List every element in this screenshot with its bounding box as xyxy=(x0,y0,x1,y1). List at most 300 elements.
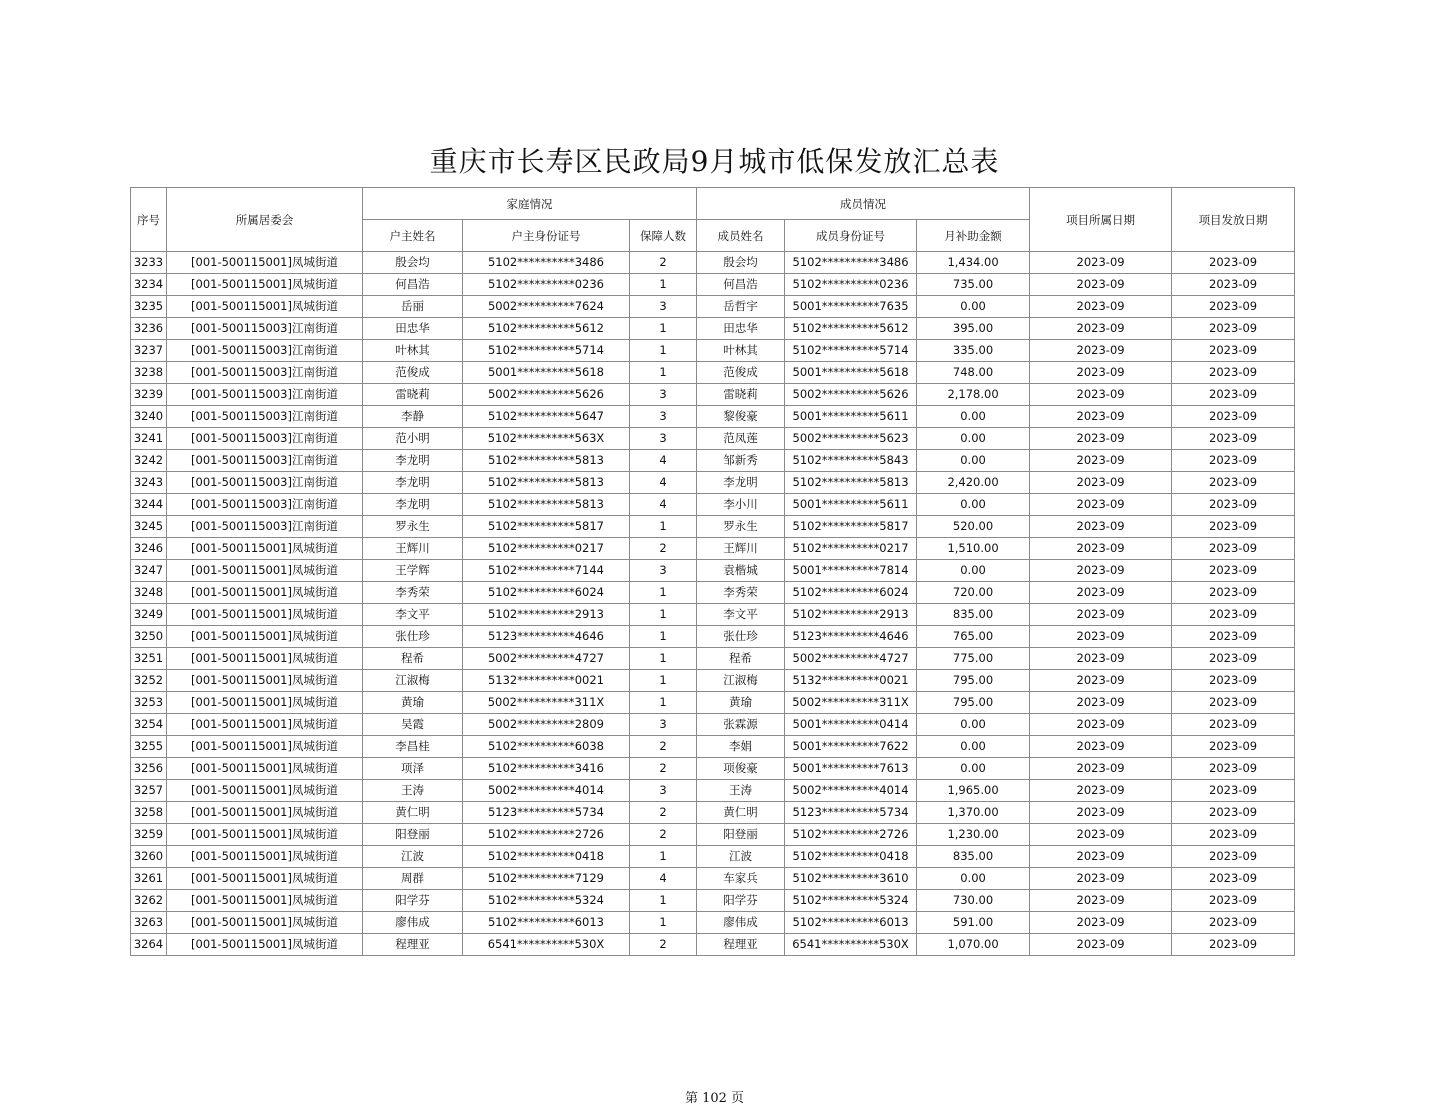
committee-cell: [001-500115001]凤城街道 xyxy=(167,890,363,912)
committee-cell: [001-500115001]凤城街道 xyxy=(167,824,363,846)
people-count-cell: 1 xyxy=(630,582,697,604)
seq-cell: 3237 xyxy=(131,340,167,362)
table-row xyxy=(131,274,1295,296)
issue-date-cell: 2023-09 xyxy=(1172,692,1295,714)
people-count-cell: 3 xyxy=(630,714,697,736)
monthly-amount-cell: 835.00 xyxy=(917,846,1030,868)
seq-cell: 3239 xyxy=(131,384,167,406)
seq-cell: 3236 xyxy=(131,318,167,340)
monthly-amount-cell: 1,510.00 xyxy=(917,538,1030,560)
monthly-amount-cell: 1,434.00 xyxy=(917,252,1030,274)
project-date-cell: 2023-09 xyxy=(1030,428,1172,450)
monthly-amount-cell: 0.00 xyxy=(917,714,1030,736)
seq-cell: 3242 xyxy=(131,450,167,472)
member-name-cell: 袁楷城 xyxy=(697,560,785,582)
issue-date-cell: 2023-09 xyxy=(1172,780,1295,802)
member-name-cell: 廖伟成 xyxy=(697,912,785,934)
people-count-cell: 1 xyxy=(630,626,697,648)
table-row xyxy=(131,604,1295,626)
seq-cell: 3251 xyxy=(131,648,167,670)
head-id-cell: 5002**********7624 xyxy=(463,296,630,318)
head-id-cell: 5102**********6024 xyxy=(463,582,630,604)
people-count-cell: 4 xyxy=(630,450,697,472)
monthly-amount-cell: 775.00 xyxy=(917,648,1030,670)
member-id-cell: 5102**********5813 xyxy=(785,472,917,494)
committee-cell: [001-500115001]凤城街道 xyxy=(167,736,363,758)
table-row xyxy=(131,450,1295,472)
seq-cell: 3261 xyxy=(131,868,167,890)
member-id-cell: 5102**********5843 xyxy=(785,450,917,472)
seq-cell: 3263 xyxy=(131,912,167,934)
head-id-cell: 5102**********0217 xyxy=(463,538,630,560)
issue-date-cell: 2023-09 xyxy=(1172,824,1295,846)
monthly-amount-cell: 730.00 xyxy=(917,890,1030,912)
issue-date-cell: 2023-09 xyxy=(1172,472,1295,494)
monthly-amount-cell: 795.00 xyxy=(917,692,1030,714)
header-member-name: 成员姓名 xyxy=(697,220,785,252)
people-count-cell: 1 xyxy=(630,692,697,714)
seq-cell: 3252 xyxy=(131,670,167,692)
head-id-cell: 5102**********7129 xyxy=(463,868,630,890)
issue-date-cell: 2023-09 xyxy=(1172,846,1295,868)
table-row xyxy=(131,824,1295,846)
head-id-cell: 5002**********4014 xyxy=(463,780,630,802)
committee-cell: [001-500115003]江南街道 xyxy=(167,384,363,406)
seq-cell: 3249 xyxy=(131,604,167,626)
committee-cell: [001-500115003]江南街道 xyxy=(167,516,363,538)
head-id-cell: 5102**********5647 xyxy=(463,406,630,428)
people-count-cell: 1 xyxy=(630,516,697,538)
head-name-cell: 李文平 xyxy=(363,604,463,626)
committee-cell: [001-500115003]江南街道 xyxy=(167,494,363,516)
head-id-cell: 5102**********2726 xyxy=(463,824,630,846)
issue-date-cell: 2023-09 xyxy=(1172,318,1295,340)
project-date-cell: 2023-09 xyxy=(1030,384,1172,406)
monthly-amount-cell: 0.00 xyxy=(917,736,1030,758)
head-name-cell: 江淑梅 xyxy=(363,670,463,692)
issue-date-cell: 2023-09 xyxy=(1172,758,1295,780)
head-name-cell: 江波 xyxy=(363,846,463,868)
head-name-cell: 李昌桂 xyxy=(363,736,463,758)
committee-cell: [001-500115003]江南街道 xyxy=(167,362,363,384)
member-id-cell: 5102**********2913 xyxy=(785,604,917,626)
seq-cell: 3250 xyxy=(131,626,167,648)
head-name-cell: 阳学芬 xyxy=(363,890,463,912)
people-count-cell: 1 xyxy=(630,670,697,692)
table-header xyxy=(131,188,1295,252)
seq-cell: 3234 xyxy=(131,274,167,296)
committee-cell: [001-500115001]凤城街道 xyxy=(167,274,363,296)
project-date-cell: 2023-09 xyxy=(1030,670,1172,692)
member-id-cell: 5002**********4727 xyxy=(785,648,917,670)
seq-cell: 3254 xyxy=(131,714,167,736)
head-id-cell: 5001**********5618 xyxy=(463,362,630,384)
table-row xyxy=(131,428,1295,450)
committee-cell: [001-500115003]江南街道 xyxy=(167,428,363,450)
member-id-cell: 6541**********530X xyxy=(785,934,917,956)
member-id-cell: 5001**********5611 xyxy=(785,494,917,516)
head-id-cell: 5002**********2809 xyxy=(463,714,630,736)
people-count-cell: 1 xyxy=(630,648,697,670)
issue-date-cell: 2023-09 xyxy=(1172,934,1295,956)
project-date-cell: 2023-09 xyxy=(1030,736,1172,758)
head-id-cell: 5102**********5813 xyxy=(463,472,630,494)
people-count-cell: 3 xyxy=(630,560,697,582)
monthly-amount-cell: 1,965.00 xyxy=(917,780,1030,802)
head-name-cell: 李龙明 xyxy=(363,494,463,516)
seq-cell: 3238 xyxy=(131,362,167,384)
member-name-cell: 范凤莲 xyxy=(697,428,785,450)
seq-cell: 3253 xyxy=(131,692,167,714)
project-date-cell: 2023-09 xyxy=(1030,846,1172,868)
committee-cell: [001-500115003]江南街道 xyxy=(167,406,363,428)
head-id-cell: 5102**********5324 xyxy=(463,890,630,912)
seq-cell: 3258 xyxy=(131,802,167,824)
table-body xyxy=(131,252,1295,956)
committee-cell: [001-500115001]凤城街道 xyxy=(167,692,363,714)
issue-date-cell: 2023-09 xyxy=(1172,604,1295,626)
monthly-amount-cell: 520.00 xyxy=(917,516,1030,538)
head-id-cell: 5102**********7144 xyxy=(463,560,630,582)
issue-date-cell: 2023-09 xyxy=(1172,450,1295,472)
member-id-cell: 5102**********0418 xyxy=(785,846,917,868)
people-count-cell: 2 xyxy=(630,252,697,274)
seq-cell: 3240 xyxy=(131,406,167,428)
head-id-cell: 5102**********3486 xyxy=(463,252,630,274)
table-row xyxy=(131,560,1295,582)
project-date-cell: 2023-09 xyxy=(1030,802,1172,824)
head-name-cell: 李龙明 xyxy=(363,450,463,472)
project-date-cell: 2023-09 xyxy=(1030,692,1172,714)
project-date-cell: 2023-09 xyxy=(1030,890,1172,912)
seq-cell: 3244 xyxy=(131,494,167,516)
head-name-cell: 殷会均 xyxy=(363,252,463,274)
project-date-cell: 2023-09 xyxy=(1030,560,1172,582)
committee-cell: [001-500115001]凤城街道 xyxy=(167,912,363,934)
people-count-cell: 2 xyxy=(630,934,697,956)
project-date-cell: 2023-09 xyxy=(1030,296,1172,318)
seq-cell: 3243 xyxy=(131,472,167,494)
committee-cell: [001-500115001]凤城街道 xyxy=(167,934,363,956)
project-date-cell: 2023-09 xyxy=(1030,758,1172,780)
project-date-cell: 2023-09 xyxy=(1030,648,1172,670)
member-id-cell: 5102**********5817 xyxy=(785,516,917,538)
member-name-cell: 李龙明 xyxy=(697,472,785,494)
member-name-cell: 殷会均 xyxy=(697,252,785,274)
member-name-cell: 江淑梅 xyxy=(697,670,785,692)
head-id-cell: 5102**********6013 xyxy=(463,912,630,934)
member-id-cell: 5001**********7613 xyxy=(785,758,917,780)
committee-cell: [001-500115001]凤城街道 xyxy=(167,626,363,648)
head-id-cell: 5002**********311X xyxy=(463,692,630,714)
head-id-cell: 5002**********5626 xyxy=(463,384,630,406)
head-name-cell: 范小明 xyxy=(363,428,463,450)
member-id-cell: 5102**********0236 xyxy=(785,274,917,296)
document-title: 重庆市长寿区民政局9月城市低保发放汇总表 xyxy=(429,145,1000,178)
issue-date-cell: 2023-09 xyxy=(1172,362,1295,384)
monthly-amount-cell: 2,420.00 xyxy=(917,472,1030,494)
member-name-cell: 黄仁明 xyxy=(697,802,785,824)
member-name-cell: 车家兵 xyxy=(697,868,785,890)
member-id-cell: 5002**********311X xyxy=(785,692,917,714)
head-name-cell: 王辉川 xyxy=(363,538,463,560)
project-date-cell: 2023-09 xyxy=(1030,538,1172,560)
seq-cell: 3241 xyxy=(131,428,167,450)
table-row xyxy=(131,648,1295,670)
member-id-cell: 5102**********3610 xyxy=(785,868,917,890)
head-name-cell: 田忠华 xyxy=(363,318,463,340)
member-id-cell: 5002**********5623 xyxy=(785,428,917,450)
member-id-cell: 5102**********5612 xyxy=(785,318,917,340)
issue-date-cell: 2023-09 xyxy=(1172,384,1295,406)
project-date-cell: 2023-09 xyxy=(1030,582,1172,604)
people-count-cell: 2 xyxy=(630,538,697,560)
member-id-cell: 5123**********4646 xyxy=(785,626,917,648)
seq-cell: 3255 xyxy=(131,736,167,758)
committee-cell: [001-500115001]凤城街道 xyxy=(167,252,363,274)
table-row xyxy=(131,868,1295,890)
issue-date-cell: 2023-09 xyxy=(1172,538,1295,560)
project-date-cell: 2023-09 xyxy=(1030,516,1172,538)
project-date-cell: 2023-09 xyxy=(1030,934,1172,956)
issue-date-cell: 2023-09 xyxy=(1172,252,1295,274)
member-id-cell: 5132**********0021 xyxy=(785,670,917,692)
head-name-cell: 范俊成 xyxy=(363,362,463,384)
project-date-cell: 2023-09 xyxy=(1030,362,1172,384)
people-count-cell: 1 xyxy=(630,274,697,296)
issue-date-cell: 2023-09 xyxy=(1172,340,1295,362)
member-id-cell: 5102**********6024 xyxy=(785,582,917,604)
people-count-cell: 1 xyxy=(630,912,697,934)
issue-date-cell: 2023-09 xyxy=(1172,296,1295,318)
head-id-cell: 5102**********5817 xyxy=(463,516,630,538)
head-name-cell: 叶林其 xyxy=(363,340,463,362)
issue-date-cell: 2023-09 xyxy=(1172,648,1295,670)
issue-date-cell: 2023-09 xyxy=(1172,912,1295,934)
member-id-cell: 5102**********0217 xyxy=(785,538,917,560)
member-id-cell: 5001**********7622 xyxy=(785,736,917,758)
issue-date-cell: 2023-09 xyxy=(1172,626,1295,648)
page-number: 第 102 页 xyxy=(684,1091,745,1106)
committee-cell: [001-500115001]凤城街道 xyxy=(167,560,363,582)
member-id-cell: 5001**********7814 xyxy=(785,560,917,582)
table-row xyxy=(131,714,1295,736)
head-id-cell: 5102**********0236 xyxy=(463,274,630,296)
issue-date-cell: 2023-09 xyxy=(1172,802,1295,824)
project-date-cell: 2023-09 xyxy=(1030,252,1172,274)
member-name-cell: 雷晓莉 xyxy=(697,384,785,406)
committee-cell: [001-500115001]凤城街道 xyxy=(167,648,363,670)
member-name-cell: 李文平 xyxy=(697,604,785,626)
member-name-cell: 李秀荣 xyxy=(697,582,785,604)
head-id-cell: 5102**********3416 xyxy=(463,758,630,780)
people-count-cell: 3 xyxy=(630,384,697,406)
issue-date-cell: 2023-09 xyxy=(1172,274,1295,296)
monthly-amount-cell: 765.00 xyxy=(917,626,1030,648)
people-count-cell: 3 xyxy=(630,296,697,318)
people-count-cell: 1 xyxy=(630,340,697,362)
head-id-cell: 5102**********563X xyxy=(463,428,630,450)
people-count-cell: 2 xyxy=(630,758,697,780)
table-row xyxy=(131,626,1295,648)
issue-date-cell: 2023-09 xyxy=(1172,494,1295,516)
member-name-cell: 田忠华 xyxy=(697,318,785,340)
member-name-cell: 邹新秀 xyxy=(697,450,785,472)
committee-cell: [001-500115003]江南街道 xyxy=(167,472,363,494)
committee-cell: [001-500115003]江南街道 xyxy=(167,450,363,472)
seq-cell: 3233 xyxy=(131,252,167,274)
monthly-amount-cell: 748.00 xyxy=(917,362,1030,384)
project-date-cell: 2023-09 xyxy=(1030,604,1172,626)
people-count-cell: 4 xyxy=(630,868,697,890)
member-name-cell: 李娟 xyxy=(697,736,785,758)
monthly-amount-cell: 835.00 xyxy=(917,604,1030,626)
head-id-cell: 5102**********0418 xyxy=(463,846,630,868)
member-name-cell: 李小川 xyxy=(697,494,785,516)
monthly-amount-cell: 2,178.00 xyxy=(917,384,1030,406)
head-id-cell: 5102**********5714 xyxy=(463,340,630,362)
project-date-cell: 2023-09 xyxy=(1030,450,1172,472)
seq-cell: 3257 xyxy=(131,780,167,802)
committee-cell: [001-500115001]凤城街道 xyxy=(167,846,363,868)
people-count-cell: 3 xyxy=(630,428,697,450)
issue-date-cell: 2023-09 xyxy=(1172,868,1295,890)
committee-cell: [001-500115001]凤城街道 xyxy=(167,868,363,890)
project-date-cell: 2023-09 xyxy=(1030,780,1172,802)
table-row xyxy=(131,670,1295,692)
committee-cell: [001-500115001]凤城街道 xyxy=(167,670,363,692)
header-monthly-amount: 月补助金额 xyxy=(917,220,1030,252)
committee-cell: [001-500115001]凤城街道 xyxy=(167,296,363,318)
seq-cell: 3260 xyxy=(131,846,167,868)
member-id-cell: 5001**********0414 xyxy=(785,714,917,736)
seq-cell: 3235 xyxy=(131,296,167,318)
people-count-cell: 3 xyxy=(630,780,697,802)
head-name-cell: 李静 xyxy=(363,406,463,428)
head-name-cell: 程希 xyxy=(363,648,463,670)
issue-date-cell: 2023-09 xyxy=(1172,560,1295,582)
project-date-cell: 2023-09 xyxy=(1030,494,1172,516)
table-row xyxy=(131,934,1295,956)
head-name-cell: 张仕珍 xyxy=(363,626,463,648)
project-date-cell: 2023-09 xyxy=(1030,626,1172,648)
issue-date-cell: 2023-09 xyxy=(1172,406,1295,428)
issue-date-cell: 2023-09 xyxy=(1172,582,1295,604)
member-id-cell: 5001**********5611 xyxy=(785,406,917,428)
table-row xyxy=(131,296,1295,318)
people-count-cell: 1 xyxy=(630,890,697,912)
table-row xyxy=(131,582,1295,604)
issue-date-cell: 2023-09 xyxy=(1172,714,1295,736)
member-name-cell: 阳学芬 xyxy=(697,890,785,912)
committee-cell: [001-500115001]凤城街道 xyxy=(167,780,363,802)
head-name-cell: 黄瑜 xyxy=(363,692,463,714)
issue-date-cell: 2023-09 xyxy=(1172,428,1295,450)
member-name-cell: 阳登丽 xyxy=(697,824,785,846)
head-name-cell: 李龙明 xyxy=(363,472,463,494)
project-date-cell: 2023-09 xyxy=(1030,274,1172,296)
people-count-cell: 2 xyxy=(630,824,697,846)
member-name-cell: 岳哲宇 xyxy=(697,296,785,318)
monthly-amount-cell: 1,070.00 xyxy=(917,934,1030,956)
member-id-cell: 5102**********6013 xyxy=(785,912,917,934)
table-row xyxy=(131,780,1295,802)
table-row xyxy=(131,252,1295,274)
member-name-cell: 王辉川 xyxy=(697,538,785,560)
committee-cell: [001-500115003]江南街道 xyxy=(167,340,363,362)
seq-cell: 3245 xyxy=(131,516,167,538)
project-date-cell: 2023-09 xyxy=(1030,912,1172,934)
header-member-id: 成员身份证号 xyxy=(785,220,917,252)
monthly-amount-cell: 0.00 xyxy=(917,560,1030,582)
people-count-cell: 3 xyxy=(630,406,697,428)
member-name-cell: 项俊豪 xyxy=(697,758,785,780)
member-name-cell: 罗永生 xyxy=(697,516,785,538)
table-row xyxy=(131,318,1295,340)
member-id-cell: 5123**********5734 xyxy=(785,802,917,824)
table-row xyxy=(131,802,1295,824)
project-date-cell: 2023-09 xyxy=(1030,472,1172,494)
people-count-cell: 4 xyxy=(630,494,697,516)
issue-date-cell: 2023-09 xyxy=(1172,890,1295,912)
people-count-cell: 4 xyxy=(630,472,697,494)
monthly-amount-cell: 0.00 xyxy=(917,406,1030,428)
member-name-cell: 程理亚 xyxy=(697,934,785,956)
head-name-cell: 周群 xyxy=(363,868,463,890)
project-date-cell: 2023-09 xyxy=(1030,318,1172,340)
head-name-cell: 王学辉 xyxy=(363,560,463,582)
issue-date-cell: 2023-09 xyxy=(1172,516,1295,538)
table-row xyxy=(131,912,1295,934)
project-date-cell: 2023-09 xyxy=(1030,340,1172,362)
member-id-cell: 5102**********5324 xyxy=(785,890,917,912)
head-name-cell: 王涛 xyxy=(363,780,463,802)
issue-date-cell: 2023-09 xyxy=(1172,670,1295,692)
seq-cell: 3248 xyxy=(131,582,167,604)
committee-cell: [001-500115001]凤城街道 xyxy=(167,714,363,736)
seq-cell: 3259 xyxy=(131,824,167,846)
header-member-group: 成员情况 xyxy=(697,188,1030,220)
member-name-cell: 张霖源 xyxy=(697,714,785,736)
head-id-cell: 5123**********5734 xyxy=(463,802,630,824)
monthly-amount-cell: 1,230.00 xyxy=(917,824,1030,846)
table-row xyxy=(131,340,1295,362)
monthly-amount-cell: 0.00 xyxy=(917,450,1030,472)
monthly-amount-cell: 0.00 xyxy=(917,494,1030,516)
member-id-cell: 5102**********2726 xyxy=(785,824,917,846)
head-name-cell: 岳丽 xyxy=(363,296,463,318)
monthly-amount-cell: 720.00 xyxy=(917,582,1030,604)
monthly-amount-cell: 735.00 xyxy=(917,274,1030,296)
head-name-cell: 罗永生 xyxy=(363,516,463,538)
head-id-cell: 5102**********5612 xyxy=(463,318,630,340)
monthly-amount-cell: 1,370.00 xyxy=(917,802,1030,824)
member-id-cell: 5102**********5714 xyxy=(785,340,917,362)
monthly-amount-cell: 0.00 xyxy=(917,758,1030,780)
header-people-count: 保障人数 xyxy=(630,220,697,252)
people-count-cell: 2 xyxy=(630,736,697,758)
issue-date-cell: 2023-09 xyxy=(1172,736,1295,758)
member-name-cell: 黎俊豪 xyxy=(697,406,785,428)
head-name-cell: 项泽 xyxy=(363,758,463,780)
member-name-cell: 程希 xyxy=(697,648,785,670)
member-id-cell: 5001**********5618 xyxy=(785,362,917,384)
committee-cell: [001-500115001]凤城街道 xyxy=(167,582,363,604)
project-date-cell: 2023-09 xyxy=(1030,714,1172,736)
table-row xyxy=(131,846,1295,868)
people-count-cell: 1 xyxy=(630,604,697,626)
monthly-amount-cell: 395.00 xyxy=(917,318,1030,340)
